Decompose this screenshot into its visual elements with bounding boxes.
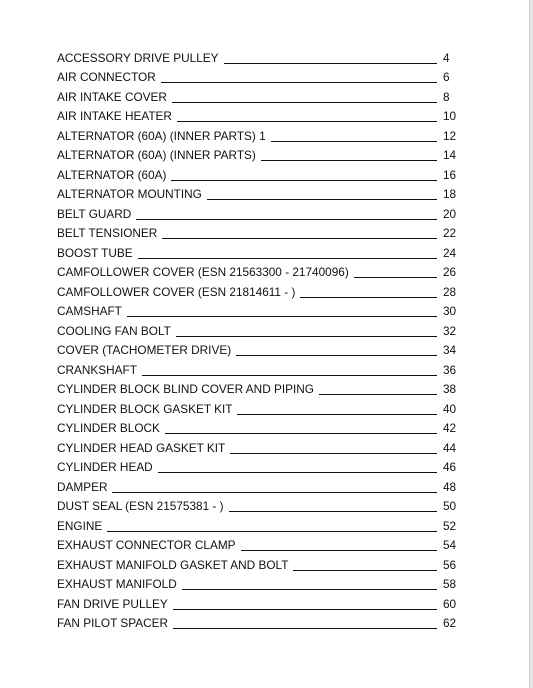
toc-entry[interactable] (57, 457, 457, 477)
toc-leader-line (300, 297, 437, 298)
toc-entry-title: ALTERNATOR MOUNTING (57, 187, 202, 202)
toc-entry[interactable] (57, 223, 457, 243)
toc-entry[interactable] (57, 86, 457, 106)
toc-entry-title: COOLING FAN BOLT (57, 323, 171, 338)
toc-entry-title: DAMPER (57, 479, 108, 494)
toc-leader-line (176, 336, 437, 337)
toc-entry-title: ALTERNATOR (60A) (INNER PARTS) (57, 148, 256, 163)
toc-page-number: 8 (443, 89, 450, 104)
toc-page-number: 58 (443, 577, 457, 592)
toc-page-number: 54 (443, 538, 457, 553)
toc-entry[interactable] (57, 398, 457, 418)
toc-page-number: 60 (443, 596, 457, 611)
toc-leader-line (293, 570, 437, 571)
toc-entry-title: DUST SEAL (ESN 21575381 - ) (57, 499, 224, 514)
toc-page-number: 56 (443, 557, 457, 572)
toc-leader-line (230, 453, 437, 454)
toc-leader-line (237, 414, 437, 415)
toc-entry[interactable] (57, 184, 457, 204)
toc-leader-line (171, 180, 437, 181)
toc-leader-line (182, 589, 437, 590)
toc-page-number: 40 (443, 401, 457, 416)
toc-entry-title: ALTERNATOR (60A) (INNER PARTS) 1 (57, 128, 266, 143)
toc-entry-title: BELT GUARD (57, 206, 132, 221)
toc-leader-line (162, 238, 437, 239)
toc-entry[interactable] (57, 262, 457, 282)
toc-page-number: 46 (443, 460, 457, 475)
toc-leader-line (165, 433, 437, 434)
toc-leader-line (138, 258, 437, 259)
toc-page-number: 48 (443, 479, 457, 494)
toc-page-number: 50 (443, 499, 457, 514)
toc-entry[interactable] (57, 515, 457, 535)
toc-entry[interactable] (57, 301, 457, 321)
toc-entry-title: EXHAUST MANIFOLD GASKET AND BOLT (57, 557, 289, 572)
toc-entry-title: AIR CONNECTOR (57, 70, 156, 85)
toc-entry[interactable] (57, 535, 457, 555)
toc-entry[interactable] (57, 145, 457, 165)
toc-entry[interactable] (57, 496, 457, 516)
toc-page-number: 44 (443, 440, 457, 455)
toc-entry-title: CYLINDER HEAD (57, 460, 153, 475)
toc-entry[interactable] (57, 281, 457, 301)
toc-entry-title: EXHAUST CONNECTOR CLAMP (57, 538, 236, 553)
toc-leader-line (127, 316, 437, 317)
toc-leader-line (173, 628, 437, 629)
toc-entry-title: CYLINDER BLOCK GASKET KIT (57, 401, 233, 416)
toc-entry[interactable] (57, 67, 457, 87)
toc-leader-line (172, 102, 437, 103)
toc-entry-title: CYLINDER BLOCK (57, 421, 160, 436)
toc-entry[interactable] (57, 340, 457, 360)
toc-leader-line (207, 199, 437, 200)
toc-entry[interactable] (57, 554, 457, 574)
toc-page-number: 34 (443, 343, 457, 358)
toc-entry[interactable] (57, 320, 457, 340)
table-of-contents (57, 47, 457, 632)
toc-page-number: 28 (443, 284, 457, 299)
toc-entry-title: CRANKSHAFT (57, 362, 137, 377)
toc-entry-title: AIR INTAKE COVER (57, 89, 167, 104)
toc-page-number: 20 (443, 206, 457, 221)
toc-entry[interactable] (57, 418, 457, 438)
toc-entry-title: COVER (TACHOMETER DRIVE) (57, 343, 232, 358)
toc-entry-title: CAMFOLLOWER COVER (ESN 21814611 - ) (57, 284, 296, 299)
toc-entry-title: CAMFOLLOWER COVER (ESN 21563300 - 21740096) (57, 265, 349, 280)
toc-leader-line (261, 160, 437, 161)
toc-leader-line (229, 511, 437, 512)
toc-page-number: 14 (443, 148, 457, 163)
toc-entry[interactable] (57, 574, 457, 594)
toc-entry-title: EXHAUST MANIFOLD (57, 577, 177, 592)
toc-leader-line (136, 219, 437, 220)
toc-page-number: 38 (443, 382, 457, 397)
toc-leader-line (354, 277, 437, 278)
toc-entry[interactable] (57, 613, 457, 633)
toc-entry-title: AIR INTAKE HEATER (57, 109, 172, 124)
toc-entry-title: BELT TENSIONER (57, 226, 158, 241)
toc-leader-line (161, 82, 437, 83)
toc-page-number: 36 (443, 362, 457, 377)
toc-page-number: 12 (443, 128, 457, 143)
toc-page-number: 30 (443, 304, 457, 319)
toc-entry-title: CYLINDER HEAD GASKET KIT (57, 440, 226, 455)
toc-entry[interactable] (57, 476, 457, 496)
toc-page-number: 4 (443, 50, 450, 65)
toc-leader-line (112, 492, 437, 493)
toc-entry[interactable] (57, 125, 457, 145)
toc-entry-title: CAMSHAFT (57, 304, 122, 319)
toc-entry-title: FAN PILOT SPACER (57, 616, 169, 631)
toc-leader-line (241, 550, 437, 551)
toc-entry[interactable] (57, 164, 457, 184)
toc-leader-line (142, 375, 437, 376)
toc-entry-title: ENGINE (57, 518, 103, 533)
toc-entry-title: ACCESSORY DRIVE PULLEY (57, 50, 219, 65)
toc-entry[interactable] (57, 106, 457, 126)
toc-leader-line (224, 63, 437, 64)
toc-entry[interactable] (57, 47, 457, 67)
toc-page-number: 42 (443, 421, 457, 436)
toc-entry-title: FAN DRIVE PULLEY (57, 596, 168, 611)
toc-page-number: 22 (443, 226, 457, 241)
toc-page-number: 18 (443, 187, 457, 202)
toc-leader-line (173, 609, 437, 610)
toc-leader-line (158, 472, 437, 473)
toc-page-number: 32 (443, 323, 457, 338)
toc-entry-title: ALTERNATOR (60A) (57, 167, 167, 182)
toc-page-number: 26 (443, 265, 457, 280)
toc-leader-line (107, 531, 437, 532)
toc-entry[interactable] (57, 242, 457, 262)
toc-page-number: 6 (443, 70, 450, 85)
toc-page-number: 52 (443, 518, 457, 533)
toc-page-number: 16 (443, 167, 457, 182)
toc-entry-title: BOOST TUBE (57, 245, 133, 260)
toc-entry[interactable] (57, 593, 457, 613)
toc-leader-line (177, 121, 437, 122)
toc-leader-line (319, 394, 437, 395)
toc-page-number: 24 (443, 245, 457, 260)
toc-entry[interactable] (57, 359, 457, 379)
toc-entry-title: CYLINDER BLOCK BLIND COVER AND PIPING (57, 382, 314, 397)
toc-leader-line (236, 355, 437, 356)
toc-entry[interactable] (57, 437, 457, 457)
toc-entry[interactable] (57, 203, 457, 223)
toc-entry[interactable] (57, 379, 457, 399)
toc-page-number: 62 (443, 616, 457, 631)
toc-leader-line (271, 141, 437, 142)
toc-page-number: 10 (443, 109, 457, 124)
page-edge-shadow (529, 0, 533, 688)
